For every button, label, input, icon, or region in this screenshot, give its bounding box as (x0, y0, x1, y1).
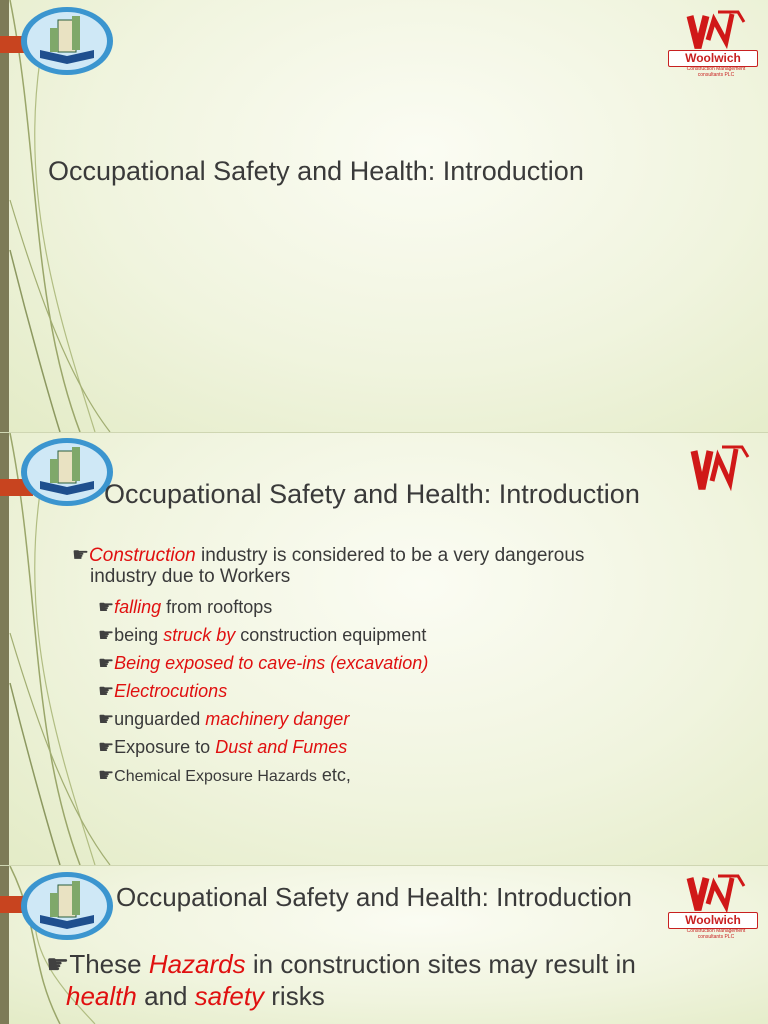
slide-title: Occupational Safety and Health: Introduction (116, 882, 632, 912)
bullet-icon: ☛ (98, 681, 115, 701)
bullet-icon: ☛ (46, 949, 70, 979)
woolwich-logo (668, 874, 758, 944)
keyword: machinery danger (205, 709, 350, 729)
brand-name: Woolwich (668, 50, 758, 67)
left-bar (0, 0, 9, 432)
sub-bullet-list (98, 597, 738, 793)
slide-2 (0, 433, 768, 865)
slide-title: Occupational Safety and Health: Introduction (48, 156, 584, 186)
bullet-icon: ☛ (98, 765, 115, 785)
left-bar (0, 433, 9, 865)
bullet-keyword: Construction (89, 545, 196, 566)
main-bullet (72, 545, 752, 587)
brand-name: Woolwich (668, 912, 758, 929)
list-item: ☛Exposure to Dust and Fumes (98, 737, 348, 757)
institution-logo (20, 871, 114, 941)
list-item: ☛Chemical Exposure Hazards etc, (98, 765, 351, 785)
bullet-icon: ☛ (72, 545, 90, 566)
bullet-icon: ☛ (98, 653, 115, 673)
brand-subtitle: Construction Management consultants PLC (686, 66, 746, 78)
keyword: health (66, 981, 137, 1011)
woolwich-logo (668, 10, 758, 80)
institution-logo (20, 437, 114, 507)
keyword: struck by (163, 625, 236, 645)
keyword: safety (194, 981, 265, 1011)
main-bullet: ☛These Hazards in construction sites may result in health and safety risks (46, 949, 636, 1011)
bullet-icon: ☛ (98, 709, 115, 729)
slide-1 (0, 0, 768, 432)
bullet-icon: ☛ (98, 625, 115, 645)
brand-subtitle: Construction Management consultants PLC (686, 928, 746, 940)
keyword: Electrocutions (114, 681, 228, 701)
bullet-text: industry is considered to be a very dangerous (195, 545, 585, 566)
bullet-icon: ☛ (98, 597, 115, 617)
institution-logo (20, 6, 114, 76)
slide-3 (0, 866, 768, 1024)
keyword: falling (114, 597, 162, 617)
bullet-text-line2: industry due to Workers (90, 566, 291, 587)
left-bar (0, 866, 9, 1024)
woolwich-logo (672, 445, 762, 515)
list-item: ☛unguarded machinery danger (98, 709, 350, 729)
slide-title: Occupational Safety and Health: Introduction (104, 479, 640, 509)
list-item: ☛being struck by construction equipment (98, 625, 427, 645)
keyword: Being exposed to cave-ins (excavation) (114, 653, 429, 673)
bullet-icon: ☛ (98, 737, 115, 757)
list-item (98, 653, 738, 681)
list-item: ☛falling from rooftops (98, 597, 273, 617)
list-item (98, 681, 738, 709)
keyword: Dust and Fumes (215, 737, 348, 757)
keyword: Hazards (148, 949, 246, 979)
